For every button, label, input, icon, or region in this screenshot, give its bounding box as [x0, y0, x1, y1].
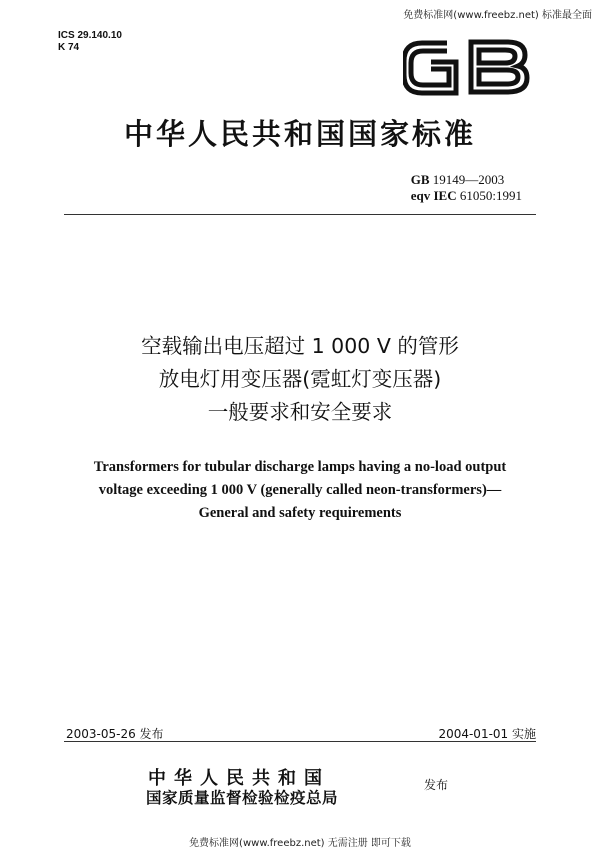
bottom-divider — [64, 741, 536, 742]
classification-codes — [58, 30, 122, 54]
standard-number: 19149—2003 — [432, 172, 505, 187]
ccs-code: K 74 — [58, 42, 80, 53]
chinese-title-line-3: 一般要求和安全要求 — [207, 400, 393, 424]
chinese-title-line-1: 空载输出电压超过 1 000 V 的管形 — [141, 334, 459, 358]
english-title-line-2: voltage exceeding 1 000 V (generally called neon-transformers)— — [98, 482, 502, 498]
top-watermark: 免费标准网(www.freebz.net) 标准最全面 — [403, 10, 592, 21]
publisher-line-1: 中华人民共和国 — [148, 768, 330, 789]
ics-code: ICS 29.140.10 — [58, 30, 122, 41]
equivalence-label: eqv IEC — [410, 188, 457, 203]
chinese-title-line-2: 放电灯用变压器(霓虹灯变压器) — [158, 367, 442, 391]
equivalence-line — [411, 188, 522, 204]
chinese-title — [0, 330, 600, 429]
publish-label: 发布 — [424, 778, 449, 792]
top-divider — [64, 214, 536, 215]
english-title-line-3: General and safety requirements — [198, 505, 402, 521]
issue-date: 2003-05-26 发布 — [66, 727, 164, 741]
standard-numbers — [411, 172, 522, 204]
bottom-watermark: 免费标准网(www.freebz.net) 无需注册 即可下载 — [189, 838, 411, 849]
gb-logo-graphic — [403, 38, 531, 96]
issuer-title: 中华人民共和国国家标准 — [123, 117, 476, 151]
english-title-line-1: Transformers for tubular discharge lamps having a no-load output — [93, 459, 507, 475]
equivalence-number: 61050:1991 — [459, 188, 522, 203]
standard-number-label: GB — [410, 172, 430, 187]
gb-logo — [403, 38, 531, 96]
publisher-line-2: 国家质量监督检验检疫总局 — [146, 788, 339, 807]
standard-number-line — [411, 172, 522, 188]
implementation-date: 2004-01-01 实施 — [438, 727, 536, 741]
english-title — [0, 456, 600, 525]
